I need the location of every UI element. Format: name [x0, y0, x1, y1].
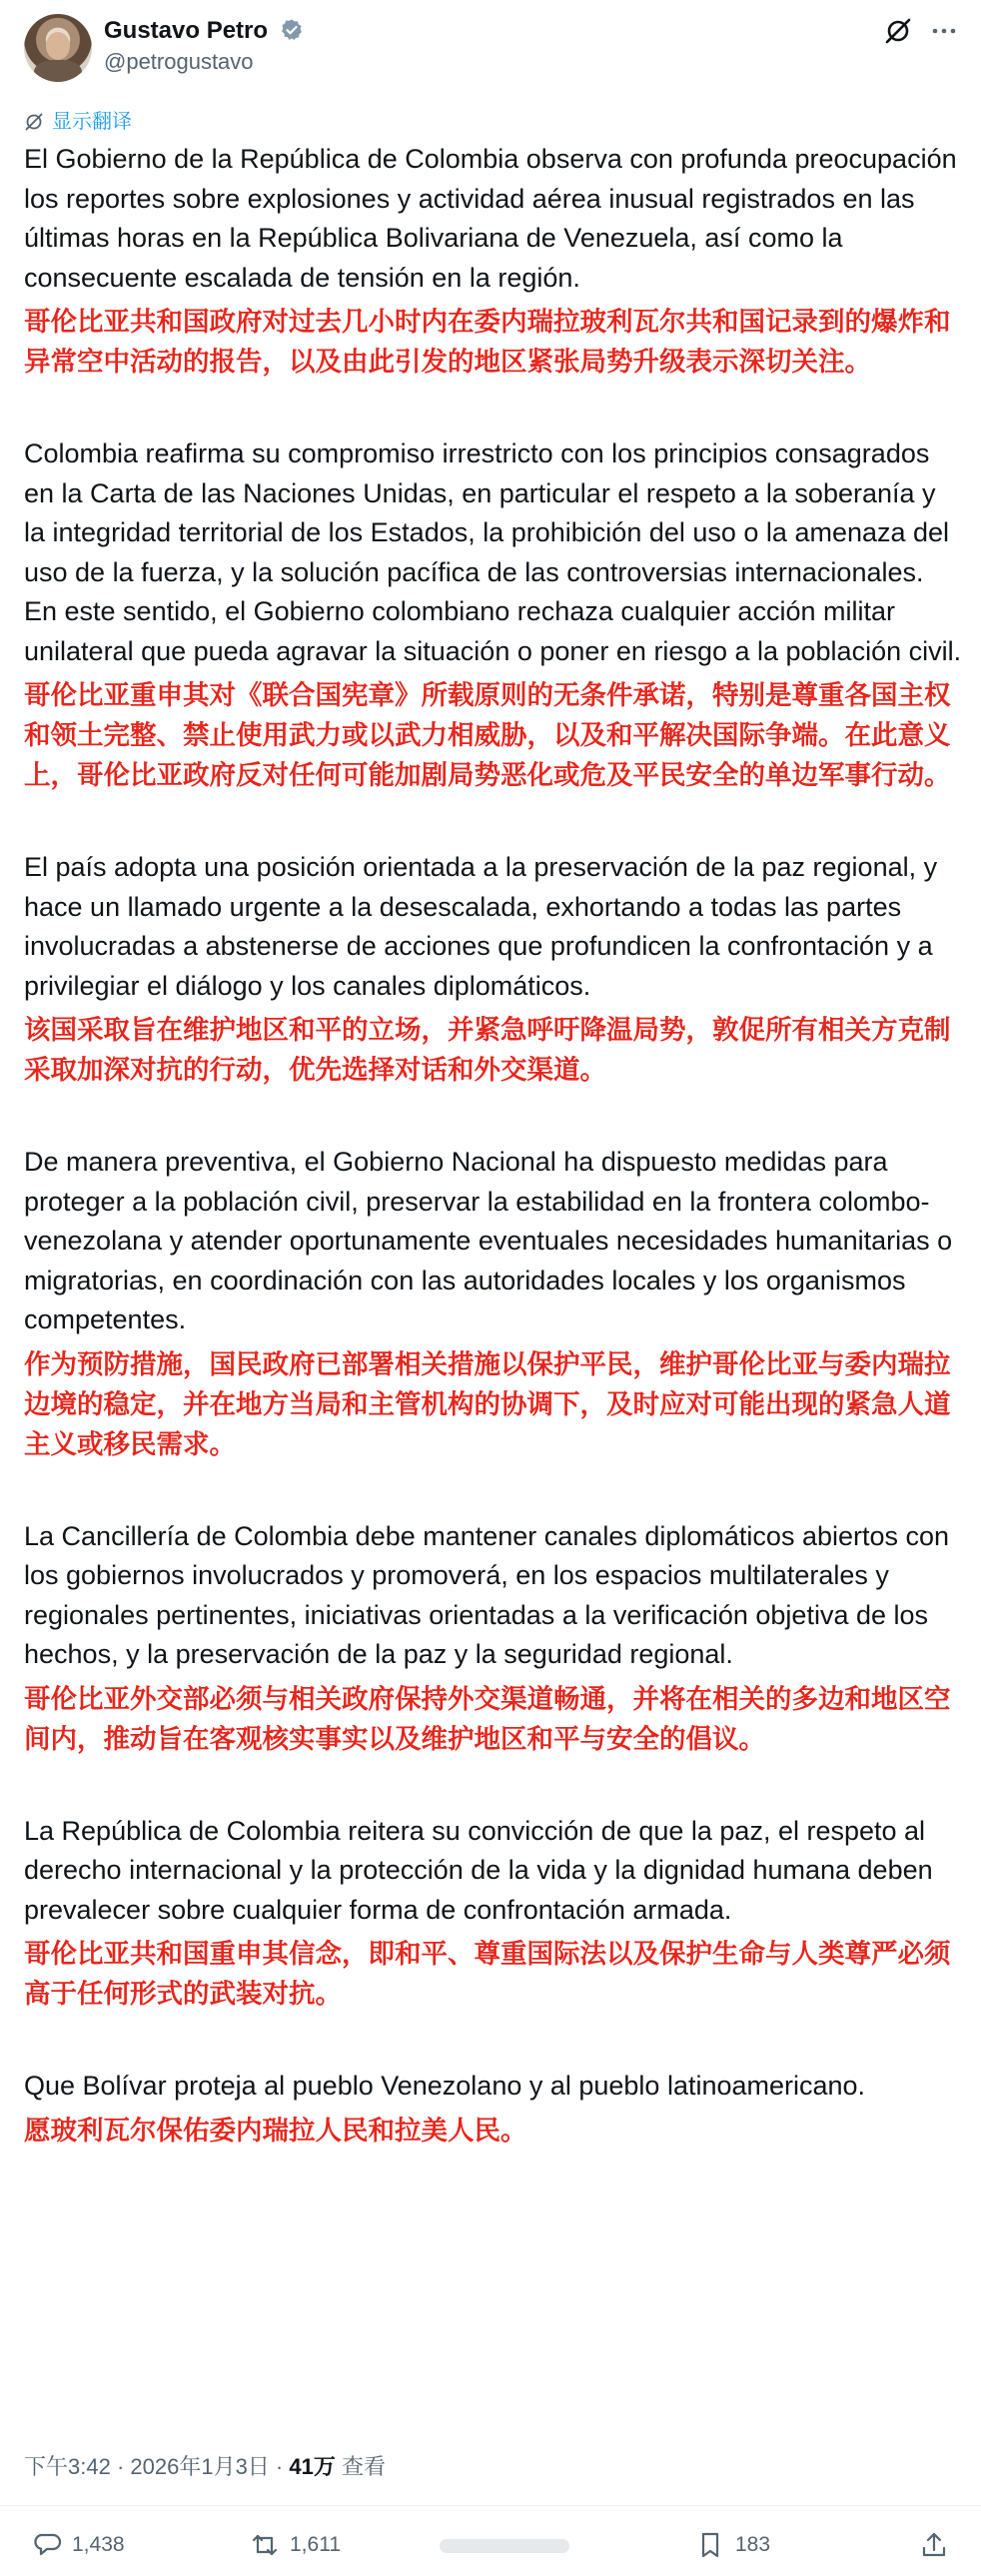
more-options-icon[interactable]	[929, 16, 959, 46]
bookmark-button[interactable]	[695, 2525, 770, 2565]
paragraph-7	[24, 2067, 963, 2151]
translate-icon	[24, 112, 44, 132]
avatar-face	[46, 32, 70, 60]
paragraph-spanish: Colombia reafirma su compromiso irrestricto con los principios consagrados en la Carta de las Naciones Unidas, en particular el respeto a la soberanía y la integridad territorial de los Estados, la prohibición del uso o la amenaza del uso de la fuerza, y la solución pacífica de las controversias internacionales. En este sentido, el Gobierno colombiano rechaza cualquier acción militar unilateral que pueda agravar la situación o poner en riesgo a la población civil.	[24, 438, 962, 666]
paragraph-2	[24, 434, 963, 796]
post-date[interactable]: 2026年1月3日	[130, 2454, 270, 2479]
paragraph-spanish: El Gobierno de la República de Colombia observa con profunda preocupación los reportes sobre explosiones y actividad aérea inusual registrados en las últimas horas en la República Bolivariana de Venezuela, así como la consecuente escalada de tensión en la región.	[24, 144, 957, 293]
paragraph-chinese: 哥伦比亚外交部必须与相关政府保持外交渠道畅通，并将在相关的多边和地区空间内，推动旨在客观核实事实以及维护地区和平与安全的倡议。	[24, 1683, 951, 1755]
paragraph-1	[24, 140, 963, 383]
paragraph-5	[24, 1517, 963, 1760]
paragraph-chinese: 该国采取旨在维护地区和平的立场，并紧急呼吁降温局势，敦促所有相关方克制采取加深对抗的行动，优先选择对话和外交渠道。	[24, 1015, 951, 1086]
divider	[0, 2505, 981, 2506]
paragraph-chinese: 哥伦比亚共和国政府对过去几小时内在委内瑞拉玻利瓦尔共和国记录到的爆炸和异常空中活动的报告，以及由此引发的地区紧张局势升级表示深切关注。	[24, 307, 951, 378]
bookmark-icon	[695, 2530, 725, 2560]
meta-separator: ·	[269, 2454, 290, 2479]
blurred-overlay	[440, 2539, 569, 2553]
paragraph-4	[24, 1143, 963, 1465]
paragraph-chinese: 作为预防措施，国民政府已部署相关措施以保护平民，维护哥伦比亚与委内瑞拉边境的稳定，并在地方当局和主管机构的协调下，及时应对可能出现的紧急人道主义或移民需求。	[24, 1348, 951, 1460]
paragraph-6	[24, 1812, 963, 2016]
paragraph-spanish: Que Bolívar proteja al pueblo Venezolano y al pueblo latinoamericano.	[24, 2071, 866, 2101]
user-handle[interactable]: @petrogustavo	[104, 49, 254, 74]
avatar[interactable]	[24, 14, 92, 82]
post-meta	[24, 2452, 386, 2482]
views-label: 查看	[335, 2454, 386, 2479]
show-translation-link[interactable]	[24, 108, 132, 136]
verified-badge-icon	[280, 18, 304, 42]
reply-icon	[32, 2530, 62, 2560]
share-button[interactable]	[919, 2525, 949, 2565]
view-count: 41万	[289, 2454, 336, 2479]
repost-button[interactable]	[250, 2525, 341, 2565]
repost-count: 1,611	[290, 2533, 341, 2556]
avatar-shirt	[34, 60, 82, 82]
reply-button[interactable]	[32, 2525, 125, 2565]
grok-icon[interactable]	[883, 16, 913, 46]
action-bar	[0, 2525, 981, 2565]
repost-icon	[250, 2530, 280, 2560]
paragraph-chinese: 哥伦比亚重申其对《联合国宪章》所载原则的无条件承诺，特别是尊重各国主权和领土完整、禁止使用武力或以武力相威胁，以及和平解决国际争端。在此意义上，哥伦比亚政府反对任何可能加剧局势恶化或危及平民安全的单边军事行动。	[24, 680, 951, 791]
paragraph-3	[24, 848, 963, 1091]
display-name[interactable]: Gustavo Petro	[104, 17, 269, 44]
paragraph-spanish: De manera preventiva, el Gobierno Nacional ha dispuesto medidas para proteger a la población civil, preservar la estabilidad en la frontera colombo-venezolana y atender oportunamente eventuales necesidades humanitarias o migratorias, en coordinación con las autoridades locales y los organismos competentes.	[24, 1147, 953, 1334]
reply-count: 1,438	[72, 2533, 125, 2556]
meta-separator: ·	[110, 2454, 131, 2479]
paragraph-spanish: La República de Colombia reitera su convicción de que la paz, el respeto al derecho internacional y la protección de la vida y la dignidad humana deben prevalecer sobre cualquier forma de confrontación armada.	[24, 1815, 933, 1925]
post-header	[0, 0, 981, 100]
paragraph-spanish: El país adopta una posición orientada a la preservación de la paz regional, y hace un llamado urgente a la desescalada, exhortando a todas las partes involucradas a abstenerse de acciones que profundicen la confrontación y a privilegiar el diálogo y los canales diplomáticos.	[24, 852, 938, 1001]
post-body	[24, 140, 963, 2203]
paragraph-spanish: La Cancillería de Colombia debe mantener canales diplomáticos abiertos con los gobiernos involucrados y promoverá, en los espacios multilaterales y regionales pertinentes, iniciativas orientadas a la verificación objetiva de los hechos, y la preservación de la paz y la seguridad regional.	[24, 1520, 950, 1669]
post-time[interactable]: 下午3:42	[24, 2454, 111, 2479]
paragraph-chinese: 哥伦比亚共和国重申其信念，即和平、尊重国际法以及保护生命与人类尊严必须高于任何形式的武装对抗。	[24, 1939, 951, 2010]
bookmark-count: 183	[735, 2533, 771, 2556]
show-translation-label[interactable]: 显示翻译	[52, 111, 132, 133]
share-icon	[919, 2530, 949, 2560]
paragraph-chinese: 愿玻利瓦尔保佑委内瑞拉人民和拉美人民。	[24, 2115, 527, 2147]
